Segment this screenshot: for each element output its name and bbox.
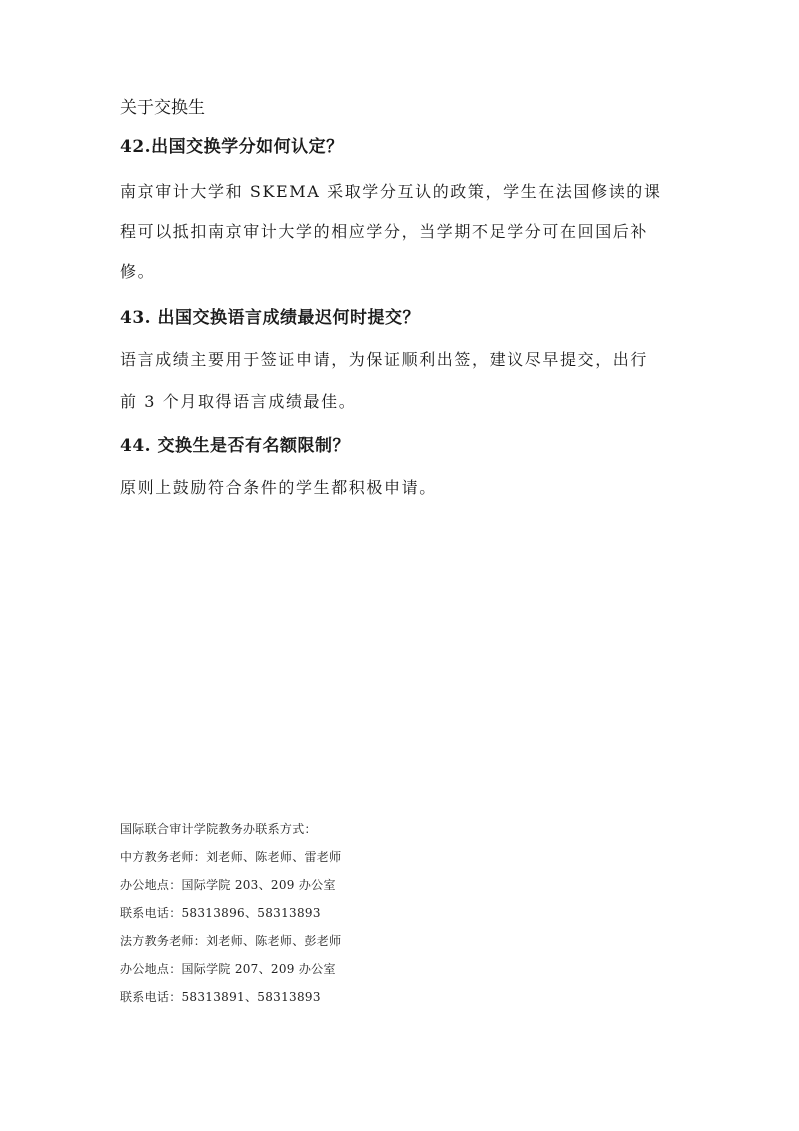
contact-french-phone: 联系电话：58313891、58313893: [120, 990, 321, 1004]
faq-answer-42-line-3: 修。: [120, 262, 156, 281]
contact-french-office: 办公地点：国际学院 207、209 办公室: [120, 962, 336, 976]
section-title: 关于交换生: [120, 98, 205, 118]
faq-answer-42-line-1: 南京审计大学和 SKEMA 采取学分互认的政策，学生在法国修读的课: [120, 182, 662, 201]
faq-answer-43-line-2: 前 3 个月取得语言成绩最佳。: [120, 392, 357, 411]
faq-question-44: 44. 交换生是否有名额限制？: [120, 436, 350, 456]
faq-question-42: 42.出国交换学分如何认定？: [120, 137, 344, 157]
contact-chinese-teachers: 中方教务老师：刘老师、陈老师、雷老师: [120, 850, 342, 864]
faq-answer-44-line-1: 原则上鼓励符合条件的学生都积极申请。: [120, 478, 437, 497]
contact-chinese-phone: 联系电话：58313896、58313893: [120, 906, 321, 920]
faq-answer-43-line-1: 语言成绩主要用于签证申请，为保证顺利出签，建议尽早提交，出行: [120, 350, 649, 369]
contact-heading: 国际联合审计学院教务办联系方式：: [120, 822, 317, 836]
contact-chinese-office: 办公地点：国际学院 203、209 办公室: [120, 878, 336, 892]
contact-french-teachers: 法方教务老师：刘老师、陈老师、彭老师: [120, 934, 342, 948]
faq-answer-42-line-2: 程可以抵扣南京审计大学的相应学分，当学期不足学分可在回国后补: [120, 222, 649, 241]
faq-question-43: 43. 出国交换语言成绩最迟何时提交？: [120, 308, 420, 328]
